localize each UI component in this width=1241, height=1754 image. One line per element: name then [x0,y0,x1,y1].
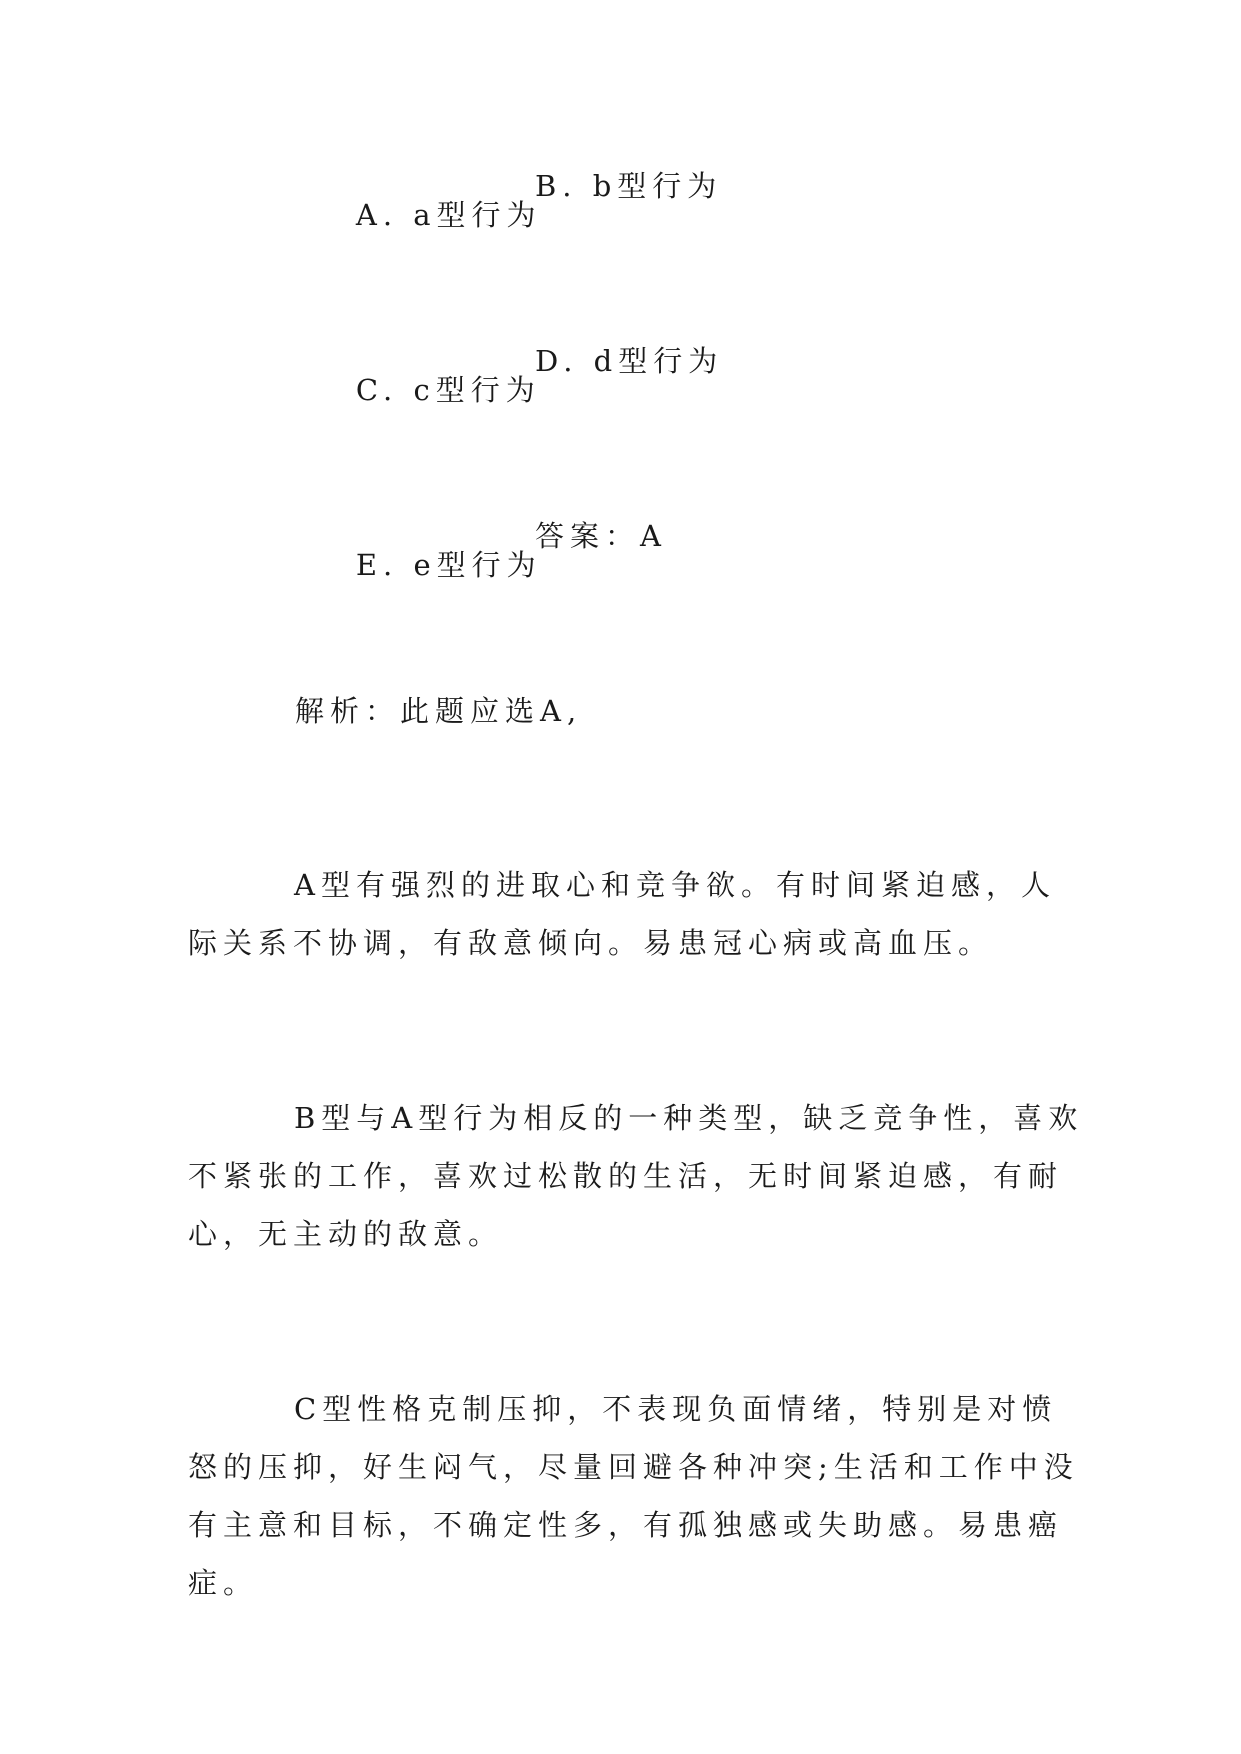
analysis-label: 解析：此题应选A, [295,694,583,728]
option-a: A. a型行为 [355,198,542,232]
option-row-2 [295,344,724,463]
answer-label: 答案：A [535,519,667,553]
paragraph-type-a: A型有强烈的进取心和竞争欲。有时间紧迫感，人际关系不协调，有敌意倾向。易患冠心病或高血压。 [188,868,1056,960]
paragraph-type-b: B型与A型行为相反的一种类型，缺乏竞争性，喜欢不紧张的工作，喜欢过松散的生活，无时间紧迫感，有耐心，无主动的敌意。 [188,1101,1084,1251]
option-c: C. c型行为 [355,373,541,407]
paragraph-type-c: C型性格克制压抑，不表现负面情绪，特别是对愤怒的压抑，好生闷气，尽量回避各种冲突;生活和工作中没有主意和目标，不确定性多，有孤独感或失助感。易患癌症。 [188,1392,1079,1600]
option-row-1 [295,169,723,288]
option-d: D. d型行为 [535,344,724,378]
option-b: B. b型行为 [535,169,723,203]
option-row-3 [295,519,667,638]
option-e: E. e型行为 [355,548,542,582]
